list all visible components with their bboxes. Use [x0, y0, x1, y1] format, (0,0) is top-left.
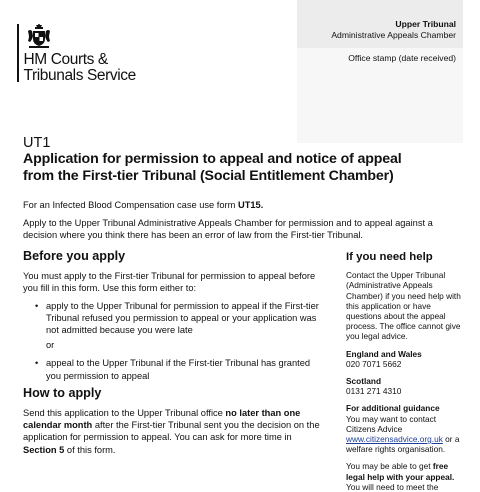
- ew-phone: 020 7071 5662: [346, 358, 402, 369]
- heading-if-you-need-help: If you need help: [346, 251, 433, 263]
- free-help-paragraph: [346, 461, 461, 492]
- heading-how-to-apply: How to apply: [23, 385, 102, 400]
- intro-form-ref: UT15.: [237, 200, 264, 210]
- free-text-c: You will need to meet the: [346, 481, 439, 492]
- scotland-contact: [346, 376, 461, 386]
- bullet-text-1: apply to the Upper Tribunal for permission to appeal if the First-tier Tribunal refused you permission to appeal or your application was not admitted because you were late: [46, 300, 319, 336]
- scotland-phone: 0131 271 4310: [346, 386, 402, 397]
- before-bullet-list-2: [31, 357, 323, 381]
- bullet-text-2: appeal to the Upper Tribunal if the First-tier Tribunal has granted you permission to appeal: [46, 358, 311, 381]
- logo-line-2: Tribunals Service: [23, 67, 136, 84]
- logo-rule: [17, 24, 19, 82]
- intro-infected-blood-text: For an Infected Blood Compensation case use form: [23, 200, 238, 210]
- how-deadline: no later than one calendar month: [23, 408, 301, 431]
- royal-crest-icon: [26, 24, 52, 49]
- free-text-bold: free legal help with your appeal.: [346, 461, 455, 482]
- list-item: [31, 300, 323, 337]
- how-section-ref: Section 5: [23, 444, 65, 455]
- guidance-text-b: or a welfare rights organisation.: [346, 434, 460, 455]
- guidance-paragraph: [346, 414, 461, 455]
- stamp-title: Upper Tribunal: [395, 19, 456, 29]
- bullet-icon: •: [35, 300, 39, 311]
- how-paragraph: [23, 407, 323, 456]
- free-text-a: You may be able to get: [346, 461, 433, 472]
- stamp-area: [297, 48, 463, 143]
- form-title-line-1: Application for permission to appeal and notice of appeal: [23, 151, 402, 167]
- guidance-heading: [346, 403, 461, 413]
- stamp-label: Office stamp (date received): [348, 53, 456, 63]
- help-sidebar: [346, 252, 461, 492]
- help-paragraph: Contact the Upper Tribunal (Administrative Appeals Chamber) if you need help with this application or have questions about the appeal process. The office cannot give you legal advice.: [346, 270, 461, 342]
- form-title-line-2: from the First-tier Tribunal (Social Entitlement Chamber): [23, 168, 394, 184]
- list-item: [31, 357, 323, 381]
- intro-infected-blood: [23, 200, 263, 210]
- heading-before-you-apply: Before you apply: [23, 249, 126, 263]
- guidance-label: For additional guidance: [346, 403, 440, 414]
- office-stamp-box: [297, 0, 463, 143]
- main-column: [23, 250, 323, 461]
- hmcts-logo: [17, 24, 136, 84]
- how-text-a: Send this application to the Upper Tribunal office: [23, 408, 226, 419]
- ew-contact: [346, 349, 461, 359]
- scotland-label: Scotland: [346, 376, 382, 387]
- guidance-text-a: You may want to contact Citizens Advice: [346, 413, 437, 434]
- citizens-advice-link[interactable]: www.citizensadvice.org.uk: [346, 434, 443, 445]
- or-separator: or: [46, 340, 55, 351]
- how-text-e: of this form.: [64, 444, 116, 455]
- intro-purpose: Apply to the Upper Tribunal Administrative Appeals Chamber for permission and to appeal against a decision where you think there has been an error of law from the First-tier Tribunal.: [23, 218, 433, 240]
- before-bullet-list: [31, 300, 323, 337]
- form-code: UT1: [23, 135, 51, 151]
- logo-text: [24, 52, 136, 84]
- how-text-c: after the First-tier Tribunal sent you the decision on the application for permission to appeal. You can ask for more time in: [23, 420, 320, 443]
- ew-label: England and Wales: [346, 348, 422, 359]
- stamp-subtitle: Administrative Appeals Chamber: [331, 30, 456, 40]
- stamp-header: [297, 0, 463, 48]
- before-paragraph: You must apply to the First-tier Tribunal for permission to appeal before you fill in this form. Use this form either to:: [23, 271, 316, 294]
- bullet-icon: •: [35, 358, 39, 369]
- form-title: [23, 151, 453, 185]
- logo-line-1: HM Courts &: [23, 51, 108, 68]
